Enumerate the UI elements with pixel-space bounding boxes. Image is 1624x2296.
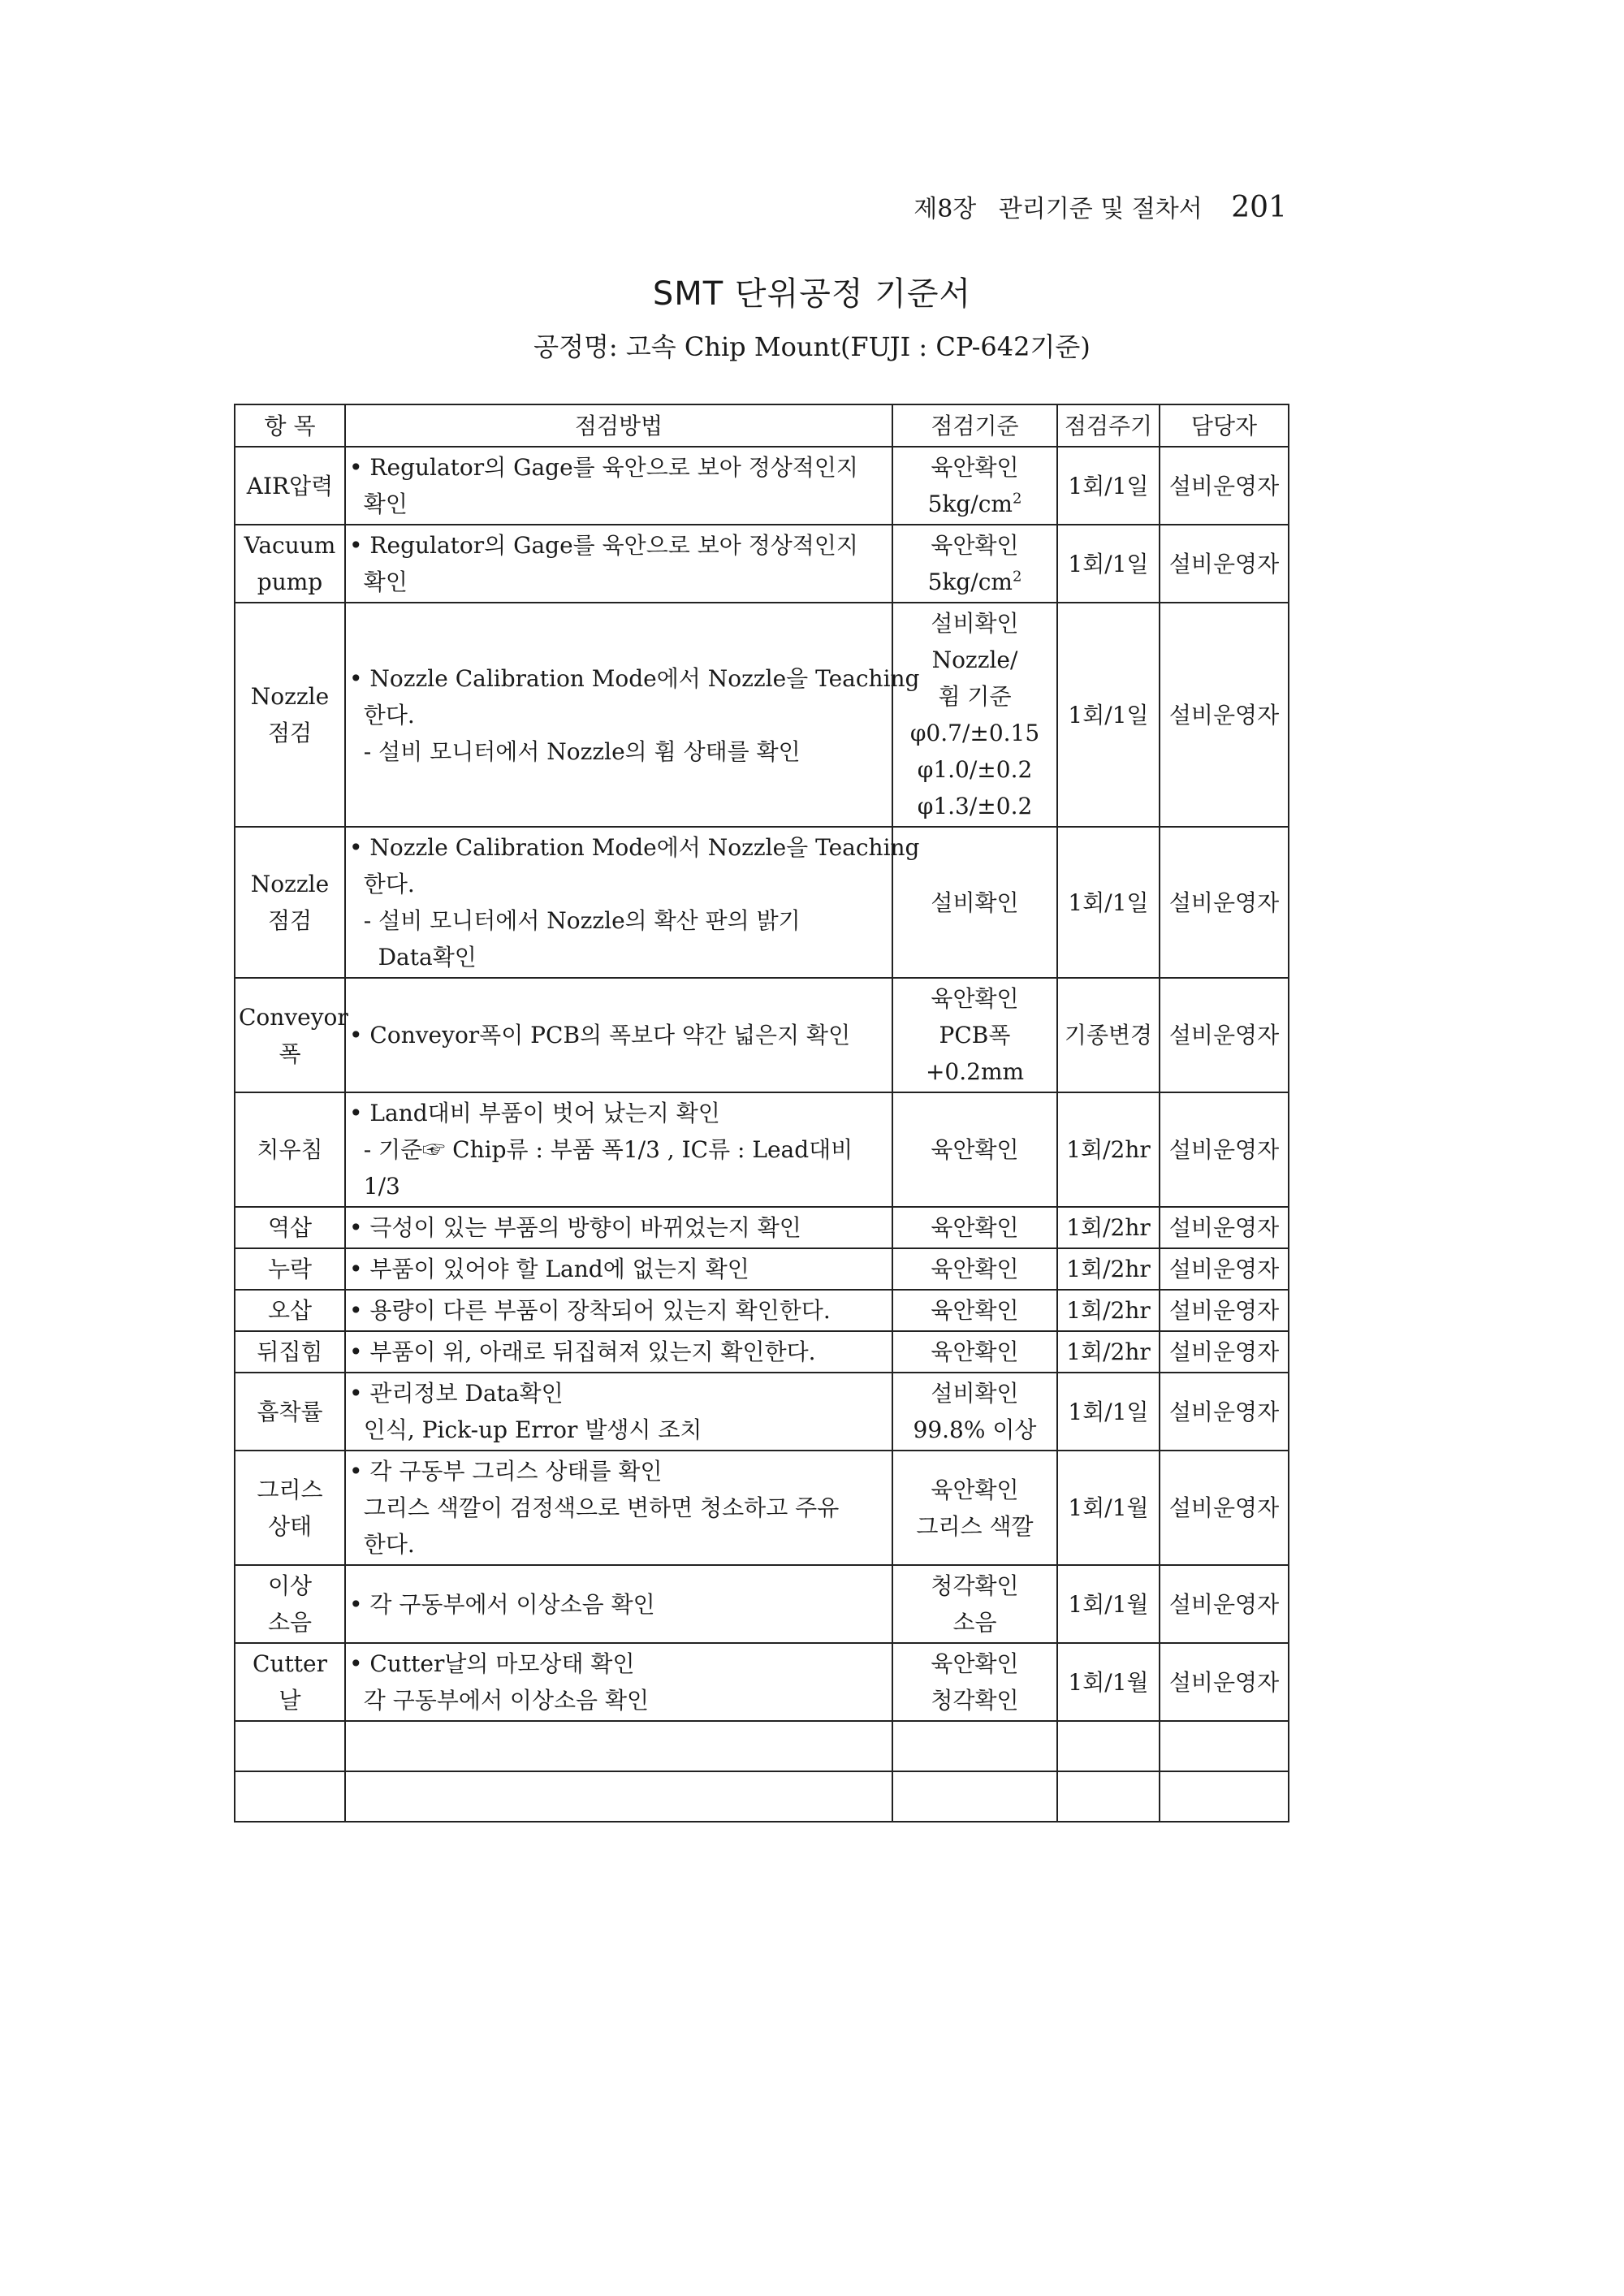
method-line: • Land대비 부품이 벗어 났는지 확인 bbox=[349, 1100, 720, 1126]
standard-text: 5kg/cm bbox=[927, 569, 1013, 595]
cell-period: 1회/2hr bbox=[1057, 1331, 1160, 1373]
item-line: 그리스 bbox=[257, 1476, 323, 1503]
standard-text: φ1.0/±0.2 bbox=[917, 756, 1033, 783]
standard-text: 육안확인 bbox=[931, 454, 1019, 481]
cell-owner: 설비운영자 bbox=[1160, 603, 1289, 827]
standard-line bbox=[896, 1682, 1053, 1719]
method-line: • Cutter날의 마모상태 확인 bbox=[349, 1650, 635, 1677]
standard-text: 육안확인 bbox=[931, 1650, 1019, 1677]
standard-line bbox=[896, 1412, 1053, 1448]
method-line: • Nozzle Calibration Mode에서 Nozzle을 Teaching bbox=[349, 834, 920, 861]
cell-item bbox=[235, 603, 345, 827]
cell-period: 기종변경 bbox=[1057, 978, 1160, 1092]
cell-method bbox=[345, 827, 920, 978]
cell-owner: 설비운영자 bbox=[1160, 1643, 1289, 1721]
unit-superscript: 2 bbox=[1012, 568, 1022, 586]
cell-standard bbox=[892, 1565, 1057, 1643]
standard-text: φ0.7/±0.15 bbox=[909, 720, 1040, 746]
standard-text: 그리스 색깔 bbox=[916, 1512, 1034, 1540]
header-method: 점검방법 bbox=[345, 404, 892, 447]
item-line: AIR압력 bbox=[246, 472, 334, 499]
standard-text: 청각확인 bbox=[931, 1572, 1019, 1599]
method-line: 확인 bbox=[349, 491, 408, 517]
method-line: 인식, Pick-up Error 발생시 조치 bbox=[349, 1416, 702, 1443]
cell-period: 1회/1월 bbox=[1057, 1643, 1160, 1721]
item-line: Cutter bbox=[253, 1650, 327, 1677]
cell-item bbox=[235, 1290, 345, 1331]
cell-item bbox=[235, 827, 345, 978]
standard-line bbox=[896, 1508, 1053, 1545]
standard-text: 육안확인 bbox=[931, 1256, 1019, 1282]
cell-period: 1회/1일 bbox=[1057, 447, 1160, 525]
table-row bbox=[235, 1092, 1289, 1207]
cell-item bbox=[235, 1373, 345, 1451]
standard-text: 5kg/cm bbox=[927, 491, 1013, 517]
item-line: 소음 bbox=[267, 1609, 313, 1636]
method-line: Data확인 bbox=[349, 944, 477, 971]
cell-owner: 설비운영자 bbox=[1160, 1092, 1289, 1207]
standard-text: 소음 bbox=[952, 1609, 997, 1636]
standard-line bbox=[896, 715, 1053, 751]
item-line: Nozzle bbox=[250, 871, 330, 897]
cell-method bbox=[345, 447, 892, 525]
cell-period: 1회/1일 bbox=[1057, 525, 1160, 603]
standard-line bbox=[896, 1292, 1053, 1329]
header-owner: 담당자 bbox=[1160, 404, 1289, 447]
section-label: 관리기준 및 절차서 bbox=[998, 195, 1203, 223]
cell-owner: 설비운영자 bbox=[1160, 1290, 1289, 1331]
cell-item bbox=[235, 1451, 345, 1565]
cell-method bbox=[345, 1331, 892, 1373]
standard-text: 육안확인 bbox=[931, 1136, 1019, 1163]
standard-line bbox=[896, 1251, 1053, 1287]
cell-period: 1회/1일 bbox=[1057, 603, 1160, 827]
cell-standard bbox=[892, 1092, 1057, 1207]
cell-item bbox=[235, 1092, 345, 1207]
standard-line bbox=[896, 1472, 1053, 1508]
table-row bbox=[235, 1331, 1289, 1373]
standard-line bbox=[896, 1567, 1053, 1604]
item-line: 점검 bbox=[267, 720, 313, 746]
page-header bbox=[914, 188, 1287, 224]
standard-line bbox=[896, 1375, 1053, 1412]
cell-item bbox=[235, 1331, 345, 1373]
cell-standard bbox=[892, 1207, 1057, 1248]
standard-line bbox=[896, 527, 1053, 564]
cell-owner: 설비운영자 bbox=[1160, 1331, 1289, 1373]
header-period: 점검주기 bbox=[1057, 404, 1160, 447]
cell-method bbox=[345, 1565, 892, 1643]
table-row bbox=[235, 447, 1289, 525]
cell-method bbox=[345, 1092, 892, 1207]
empty-row bbox=[235, 1721, 1289, 1771]
table-row bbox=[235, 1248, 1289, 1290]
method-line: • Regulator의 Gage를 육안으로 보아 정상적인지 bbox=[349, 454, 858, 481]
item-line: 누락 bbox=[267, 1256, 313, 1282]
cell-item bbox=[235, 525, 345, 603]
cell-method bbox=[345, 1290, 892, 1331]
cell-method bbox=[345, 1451, 892, 1565]
standard-text: 99.8% 이상 bbox=[913, 1416, 1037, 1443]
cell-item bbox=[235, 1248, 345, 1290]
table-row bbox=[235, 1207, 1289, 1248]
method-line: • Regulator의 Gage를 육안으로 보아 정상적인지 bbox=[349, 532, 858, 559]
method-line: - 설비 모니터에서 Nozzle의 확산 판의 밝기 bbox=[349, 907, 801, 934]
method-line: - 설비 모니터에서 Nozzle의 휨 상태를 확인 bbox=[349, 737, 801, 765]
page-number: 201 bbox=[1231, 191, 1287, 224]
item-line: Conveyor bbox=[239, 1003, 348, 1031]
cell-method bbox=[345, 1248, 892, 1290]
standard-text: PCB폭+0.2mm bbox=[925, 1022, 1025, 1085]
empty-cell bbox=[892, 1721, 1057, 1771]
standard-line bbox=[896, 884, 1053, 921]
method-line: • 각 구동부 그리스 상태를 확인 bbox=[349, 1458, 663, 1485]
item-line: 흡착률 bbox=[257, 1398, 323, 1425]
cell-owner: 설비운영자 bbox=[1160, 1451, 1289, 1565]
header-standard: 점검기준 bbox=[892, 404, 1057, 447]
process-name: 공정명: 고속 Chip Mount(FUJI : CP-642기준) bbox=[533, 331, 1091, 362]
table-row bbox=[235, 978, 1289, 1092]
standard-text: 설비확인 bbox=[931, 889, 1019, 916]
empty-cell bbox=[1057, 1721, 1160, 1771]
cell-period: 1회/1일 bbox=[1057, 827, 1160, 978]
method-line: - 기준☞ Chip류 : 부품 폭1/3 , IC류 : Lead대비 bbox=[349, 1136, 853, 1163]
item-line: 점검 bbox=[267, 907, 313, 934]
empty-cell bbox=[1160, 1721, 1289, 1771]
item-line: 날 bbox=[279, 1687, 301, 1714]
cell-period: 1회/1월 bbox=[1057, 1565, 1160, 1643]
cell-owner: 설비운영자 bbox=[1160, 525, 1289, 603]
standard-line bbox=[896, 1645, 1053, 1682]
item-line: 상태 bbox=[267, 1512, 313, 1540]
standard-line bbox=[896, 788, 1053, 824]
cell-owner: 설비운영자 bbox=[1160, 978, 1289, 1092]
method-line: • 용량이 다른 부품이 장착되어 있는지 확인한다. bbox=[349, 1297, 831, 1324]
cell-method bbox=[345, 525, 892, 603]
cell-item bbox=[235, 1565, 345, 1643]
cell-period: 1회/2hr bbox=[1057, 1248, 1160, 1290]
table-row bbox=[235, 1643, 1289, 1721]
empty-cell bbox=[1160, 1771, 1289, 1822]
method-line: 한다. bbox=[349, 1531, 415, 1558]
item-line: Nozzle bbox=[250, 683, 330, 710]
cell-owner: 설비운영자 bbox=[1160, 1565, 1289, 1643]
cell-period: 1회/1월 bbox=[1057, 1451, 1160, 1565]
table-row bbox=[235, 1290, 1289, 1331]
standard-text: 설비확인 bbox=[931, 1380, 1019, 1407]
standard-text: 육안확인 bbox=[931, 532, 1019, 559]
table-row bbox=[235, 827, 1289, 978]
table-header-row bbox=[235, 404, 1289, 447]
method-line: • 부품이 위, 아래로 뒤집혀져 있는지 확인한다. bbox=[349, 1338, 816, 1365]
standard-text: 육안확인 bbox=[931, 985, 1019, 1012]
standard-line bbox=[896, 642, 1053, 678]
method-line: • Nozzle Calibration Mode에서 Nozzle을 Teaching bbox=[349, 664, 920, 692]
empty-cell bbox=[235, 1721, 345, 1771]
cell-item bbox=[235, 1643, 345, 1721]
item-line: 뒤집힘 bbox=[257, 1338, 323, 1365]
standard-line bbox=[896, 605, 1053, 642]
cell-item bbox=[235, 447, 345, 525]
empty-row bbox=[235, 1771, 1289, 1822]
cell-method bbox=[345, 1643, 892, 1721]
standard-line bbox=[896, 1334, 1053, 1370]
empty-cell bbox=[1057, 1771, 1160, 1822]
standard-line bbox=[896, 980, 1053, 1017]
cell-standard bbox=[892, 978, 1057, 1092]
cell-period: 1회/2hr bbox=[1057, 1290, 1160, 1331]
standard-line bbox=[896, 1017, 1053, 1090]
method-line: • 관리정보 Data확인 bbox=[349, 1380, 564, 1407]
table-body bbox=[235, 447, 1289, 1822]
table-row bbox=[235, 1451, 1289, 1565]
chapter-label: 제8장 bbox=[914, 195, 977, 223]
cell-owner: 설비운영자 bbox=[1160, 447, 1289, 525]
standard-line bbox=[896, 449, 1053, 486]
cell-standard bbox=[892, 1248, 1057, 1290]
standard-line bbox=[896, 1131, 1053, 1168]
empty-cell bbox=[345, 1721, 892, 1771]
method-line: • 부품이 있어야 할 Land에 없는지 확인 bbox=[349, 1256, 749, 1282]
standard-text: 육안확인 bbox=[931, 1297, 1019, 1324]
cell-standard bbox=[892, 603, 1057, 827]
item-line: 폭 bbox=[279, 1040, 301, 1067]
standard-line bbox=[896, 486, 1053, 522]
cell-period: 1회/1일 bbox=[1057, 1373, 1160, 1451]
standard-text: 휨 기준 bbox=[938, 683, 1012, 710]
inspection-standard-table bbox=[234, 404, 1289, 1823]
standard-line bbox=[896, 1209, 1053, 1246]
cell-standard bbox=[892, 1451, 1057, 1565]
standard-text: 청각확인 bbox=[931, 1687, 1019, 1714]
empty-cell bbox=[345, 1771, 892, 1822]
cell-item bbox=[235, 1207, 345, 1248]
header-item: 항 목 bbox=[235, 404, 345, 447]
method-line: 1/3 bbox=[349, 1173, 400, 1200]
method-line: 한다. bbox=[349, 871, 415, 897]
cell-owner: 설비운영자 bbox=[1160, 1207, 1289, 1248]
standard-text: 육안확인 bbox=[931, 1214, 1019, 1241]
method-line: 각 구동부에서 이상소음 확인 bbox=[349, 1687, 650, 1714]
standard-text: 설비확인 bbox=[931, 610, 1019, 637]
method-line: 확인 bbox=[349, 569, 408, 595]
cell-owner: 설비운영자 bbox=[1160, 1373, 1289, 1451]
method-line: • 극성이 있는 부품의 방향이 바뀌었는지 확인 bbox=[349, 1214, 801, 1241]
cell-method bbox=[345, 978, 892, 1092]
item-line: pump bbox=[257, 569, 323, 595]
standard-text: 육안확인 bbox=[931, 1338, 1019, 1365]
standard-line bbox=[896, 564, 1053, 600]
cell-standard bbox=[892, 1290, 1057, 1331]
item-line: Vacuum bbox=[244, 532, 336, 559]
empty-cell bbox=[235, 1771, 345, 1822]
cell-owner: 설비운영자 bbox=[1160, 827, 1289, 978]
cell-method bbox=[345, 1207, 892, 1248]
table-row bbox=[235, 1373, 1289, 1451]
item-line: 오삽 bbox=[267, 1297, 313, 1324]
table-row bbox=[235, 525, 1289, 603]
standard-line bbox=[896, 1604, 1053, 1641]
item-line: 이상 bbox=[267, 1572, 313, 1599]
cell-method bbox=[345, 603, 920, 827]
table-row bbox=[235, 603, 1289, 827]
item-line: 치우침 bbox=[257, 1136, 323, 1163]
cell-standard bbox=[892, 525, 1057, 603]
cell-owner: 설비운영자 bbox=[1160, 1248, 1289, 1290]
cell-period: 1회/2hr bbox=[1057, 1207, 1160, 1248]
method-line: 한다. bbox=[349, 701, 415, 729]
standard-text: Nozzle/ bbox=[931, 646, 1018, 673]
document-title: SMT 단위공정 기준서 bbox=[652, 275, 972, 313]
unit-superscript: 2 bbox=[1012, 490, 1022, 508]
cell-item bbox=[235, 978, 348, 1092]
standard-text: 육안확인 bbox=[931, 1476, 1019, 1503]
cell-standard bbox=[892, 1373, 1057, 1451]
method-line: 그리스 색깔이 검정색으로 변하면 청소하고 주유 bbox=[349, 1494, 840, 1521]
standard-text: φ1.3/±0.2 bbox=[917, 793, 1033, 819]
table-row bbox=[235, 1565, 1289, 1643]
standard-line bbox=[896, 678, 1053, 715]
cell-standard bbox=[892, 447, 1057, 525]
cell-standard bbox=[892, 1331, 1057, 1373]
cell-period: 1회/2hr bbox=[1057, 1092, 1160, 1207]
method-line: • 각 구동부에서 이상소음 확인 bbox=[349, 1590, 655, 1618]
empty-cell bbox=[892, 1771, 1057, 1822]
item-line: 역삽 bbox=[267, 1214, 313, 1241]
cell-method bbox=[345, 1373, 892, 1451]
cell-standard bbox=[892, 1643, 1057, 1721]
standard-line bbox=[896, 751, 1053, 788]
method-line: • Conveyor폭이 PCB의 폭보다 약간 넓은지 확인 bbox=[349, 1022, 851, 1049]
